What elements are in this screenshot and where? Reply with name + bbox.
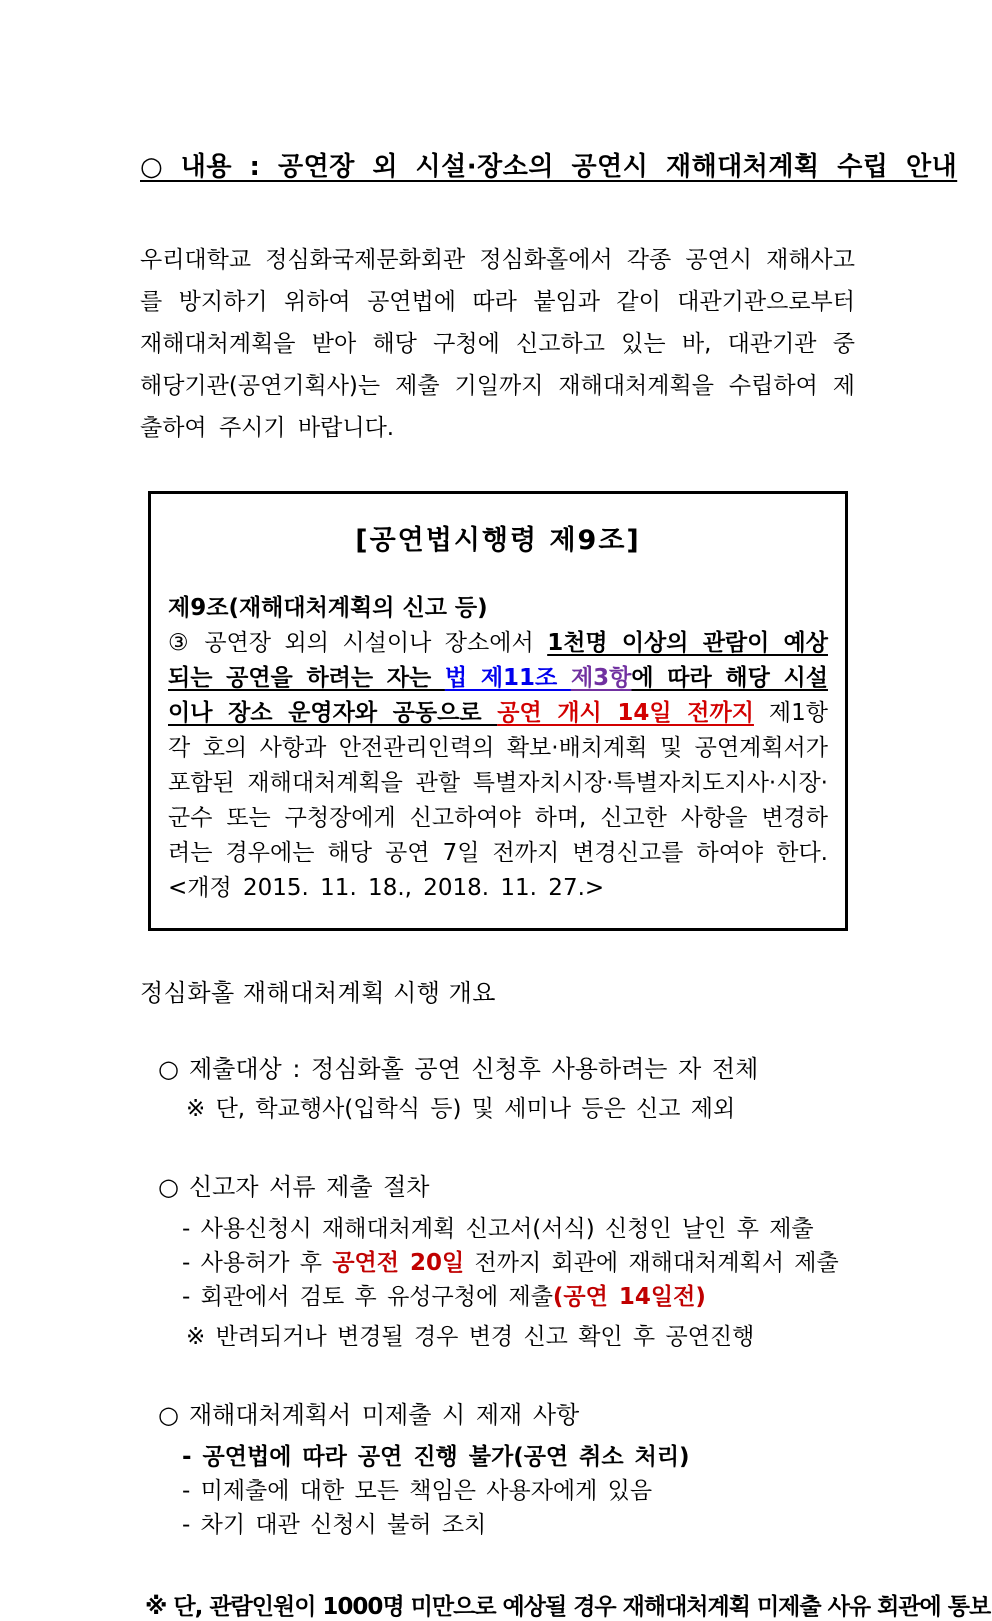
- law-citation-box: [148, 491, 848, 931]
- clause-text-normal-2: 제1항 각 호의 사항과 안전관리인력의 확보·배치계획 및 공연계획서가 포함된 재해대처계획을 관할 특별자치시장·특별자치도지사·시장·군수 또는 구청장에게 신고하여야 하며, 신고한 사항을 변경하려는 경우에는 해당 공연 7일 전까지 변경신고를 하여야 한다.: [168, 700, 828, 866]
- clause-text-normal: ③ 공연장 외의 시설이나 장소에서: [168, 630, 548, 656]
- sanctions-heading-line: [140, 1398, 855, 1432]
- law-box-heading: [공연법시행령 제9조]: [355, 525, 641, 556]
- clause-emphasis-red: 공연 개시 14일 전까지: [497, 700, 754, 726]
- procedure-item-2-pre: - 사용허가 후: [182, 1250, 333, 1276]
- law-clause-paragraph: [168, 626, 828, 906]
- procedure-label: 신고자 서류 제출 절차: [188, 1173, 430, 1201]
- sanctions-item-1: - 공연법에 따라 공연 진행 불가(공연 취소 처리): [182, 1444, 690, 1470]
- section-sanctions: [140, 1398, 855, 1542]
- submission-target-line: [140, 1052, 855, 1086]
- overview-heading: 정심화홀 재해대처계획 시행 개요: [140, 979, 496, 1007]
- submission-target-label: 제출대상 : 정심화홀 공연 신청후 사용하려는 자 전체: [188, 1055, 759, 1083]
- sanctions-label: 재해대처계획서 미제출 시 제재 사항: [188, 1401, 580, 1429]
- page-title: ○ 내용 : 공연장 외 시설·장소의 공연시 재해대처계획 수립 안내: [140, 152, 958, 182]
- clause-emphasis-black-2: 에 따라 해당 시설이나 장소 운영자와 공동으로: [168, 665, 828, 726]
- section-procedure: [140, 1170, 855, 1354]
- procedure-item-1: - 사용신청시 재해대처계획 신고서(서식) 신청인 날인 후 제출: [182, 1216, 814, 1242]
- circle-bullet-icon: ○: [158, 1401, 179, 1429]
- law-article-title: 제9조(재해대처계획의 신고 등): [168, 595, 488, 621]
- procedure-item-2: [140, 1246, 855, 1280]
- section-submission-target: [140, 1052, 855, 1126]
- procedure-item-3-deadline: (공연 14일전): [552, 1284, 706, 1310]
- circle-bullet-icon: ○: [158, 1173, 179, 1201]
- intro-paragraph: 우리대학교 정심화국제문화회관 정심화홀에서 각종 공연시 재해사고를 방지하기 위하여 공연법에 따라 붙임과 같이 대관기관으로부터 재해대처계획을 받아 해당 구청에 신고하고 있는 바, 대관기관 중 해당기관(공연기획사)는 제출 기일까지 재해대처계획을 수립하여 제출하여 주시기 바랍니다.: [140, 247, 855, 441]
- submission-target-note: ※ 단, 학교행사(입학식 등) 및 세미나 등은 신고 제외: [186, 1096, 736, 1122]
- procedure-item-3: [140, 1280, 855, 1314]
- procedure-items: [140, 1212, 855, 1354]
- procedure-item-2-deadline: 공연전 20일: [332, 1250, 465, 1276]
- procedure-item-2-post: 전까지 회관에 재해대처계획서 제출: [464, 1250, 839, 1276]
- clause-emphasis-purple: 제3항: [570, 665, 632, 691]
- circle-bullet-icon: ○: [158, 1055, 179, 1083]
- sanctions-items: [140, 1440, 855, 1542]
- clause-emphasis-black: 1천명 이상의 관람이 예상되는 공연을 하려는 자는: [168, 630, 828, 691]
- clause-emphasis-blue: 법 제11조: [444, 665, 571, 691]
- sanctions-item-2: - 미제출에 대한 모든 책임은 사용자에게 있음: [182, 1478, 653, 1504]
- footer-note: ※ 단, 관람인원이 1000명 미만으로 예상될 경우 재해대처계획 미제출 사유 회관에 통보: [145, 1594, 991, 1620]
- procedure-item-3-pre: - 회관에서 검토 후 유성구청에 제출: [182, 1284, 553, 1310]
- clause-amendment-date: <개정 2015. 11. 18., 2018. 11. 27.>: [168, 875, 605, 901]
- sanctions-item-3: - 차기 대관 신청시 불허 조치: [182, 1512, 487, 1538]
- procedure-note: ※ 반려되거나 변경될 경우 변경 신고 확인 후 공연진행: [186, 1324, 755, 1350]
- procedure-heading-line: [140, 1170, 855, 1204]
